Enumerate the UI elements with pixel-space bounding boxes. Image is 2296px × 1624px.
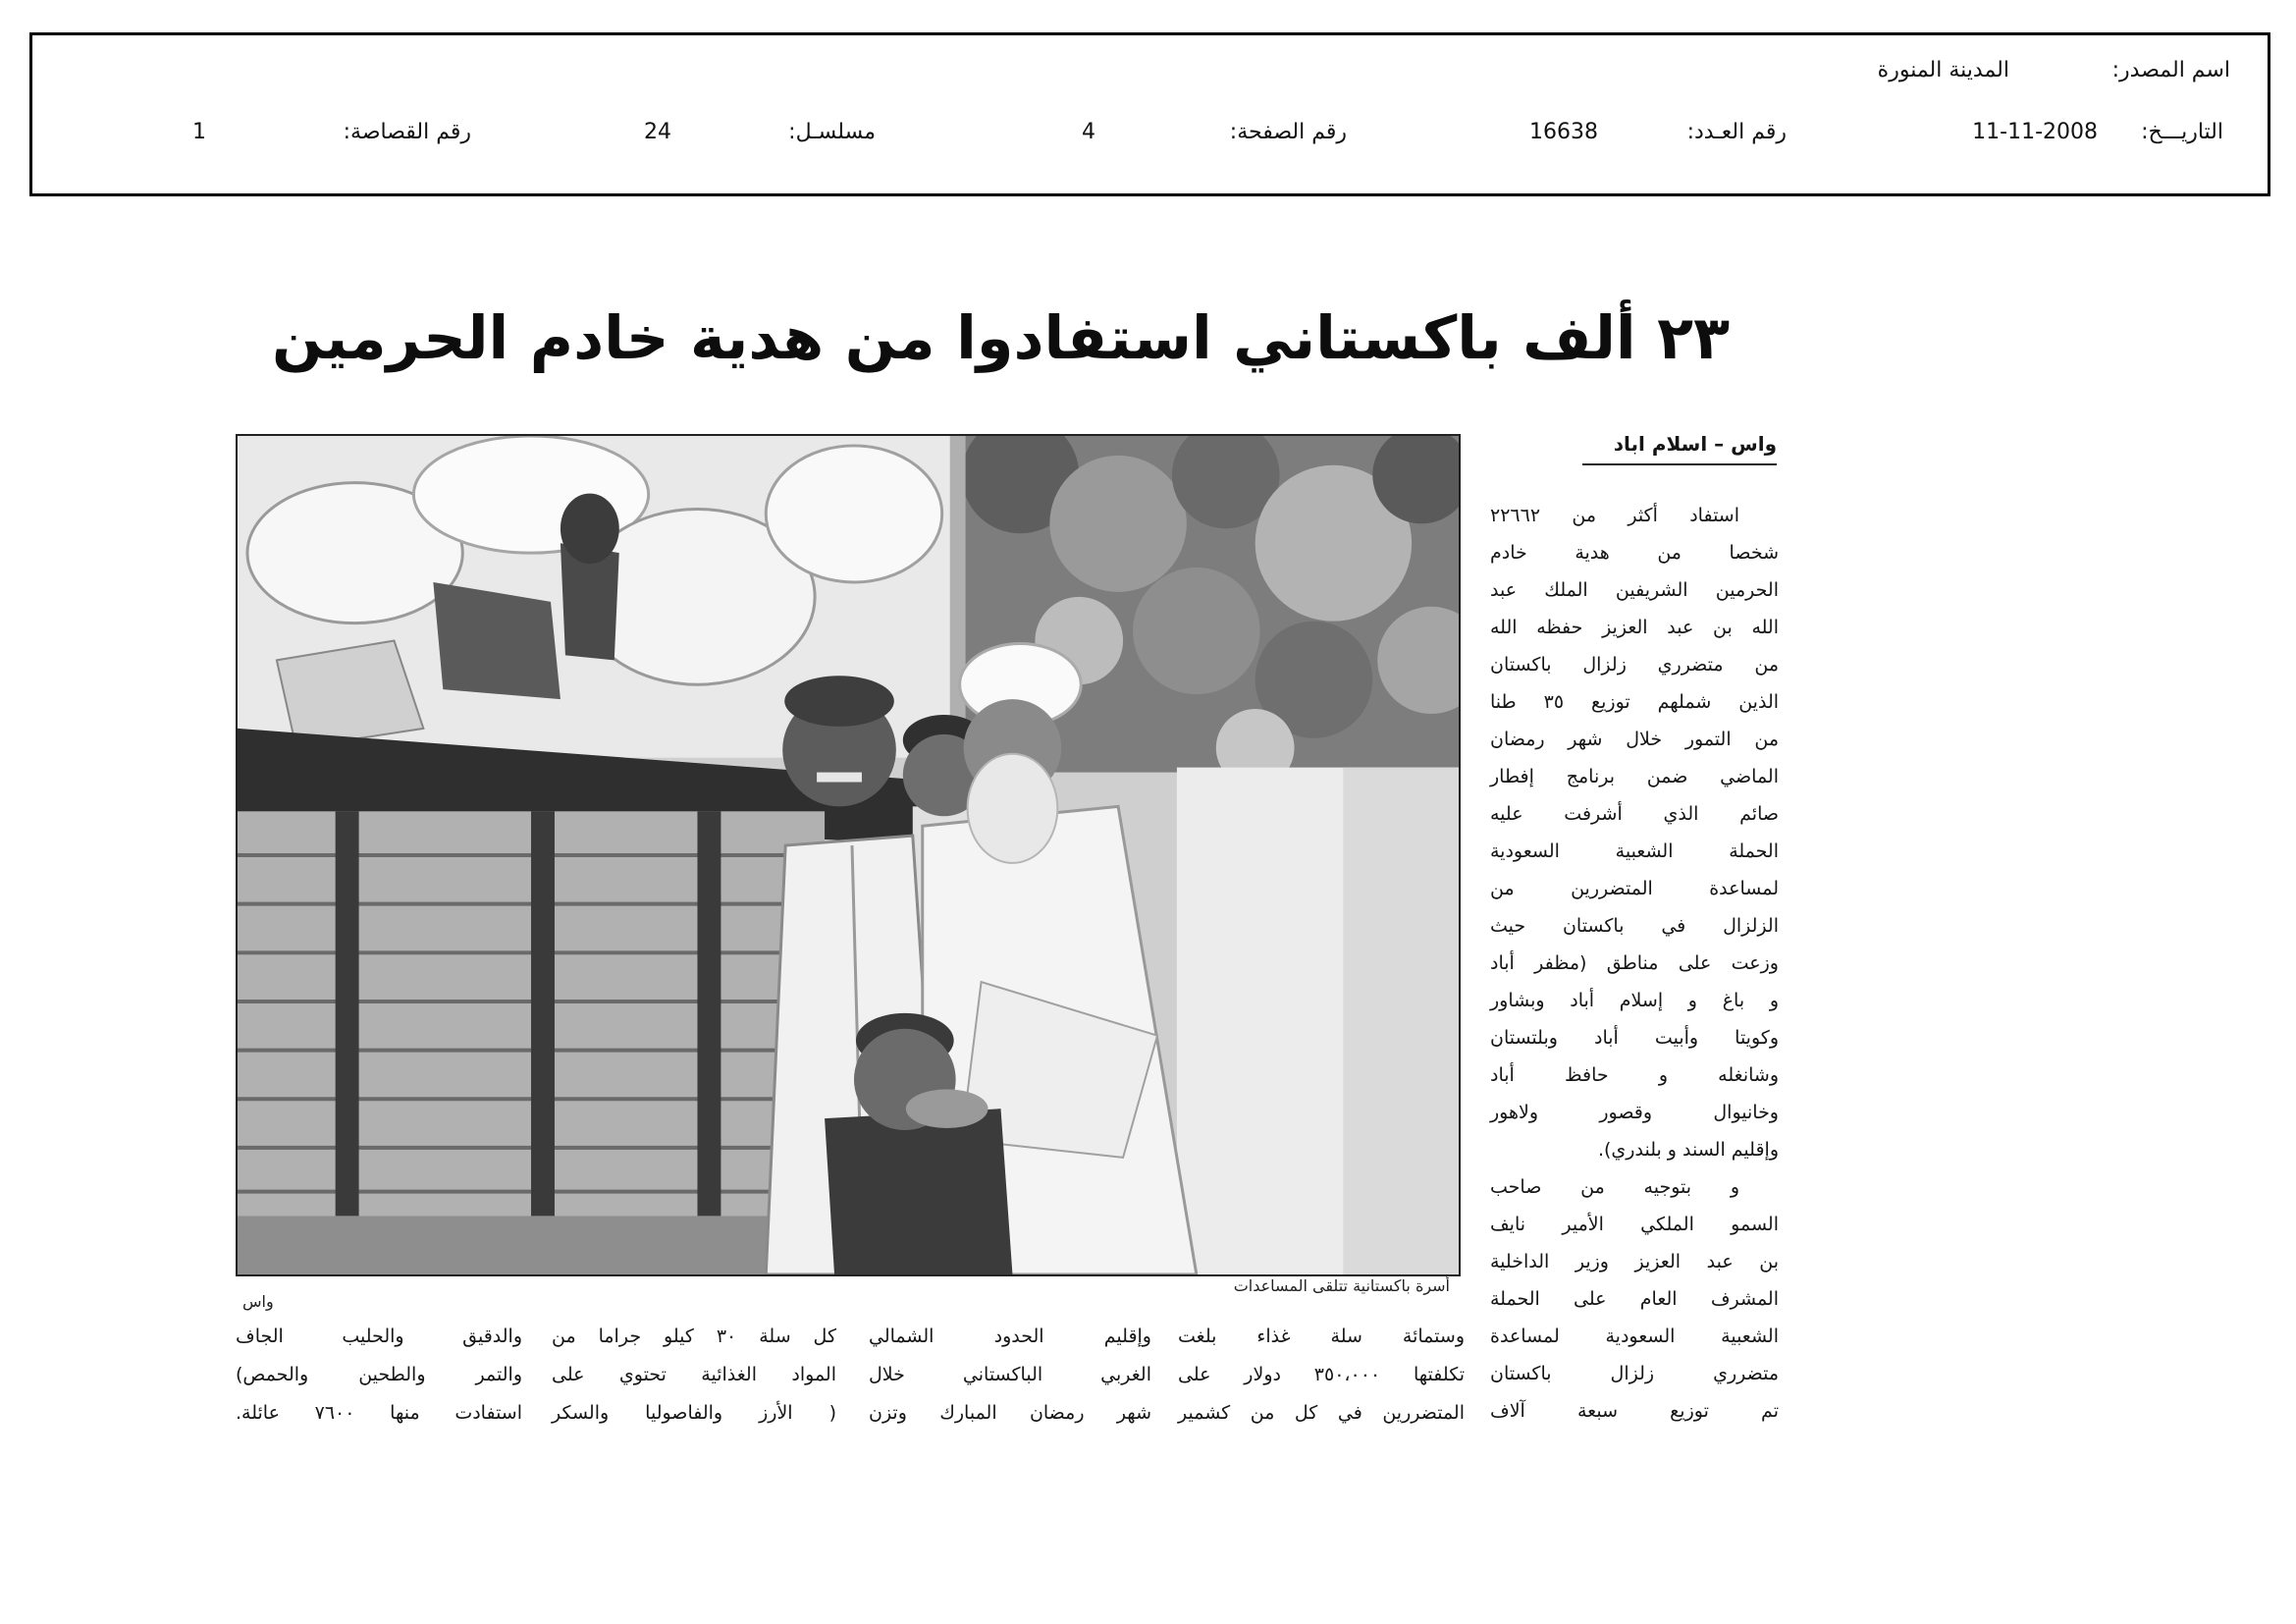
article-line: تم توزيع سبعة آلاف [1490, 1400, 1779, 1422]
article-line: شخصا من هدية خادم [1490, 542, 1779, 564]
serial-value: 24 [644, 120, 671, 144]
serial-label: مسلسـل: [788, 120, 876, 144]
article-line: متضرري زلزال باكستان [1490, 1363, 1779, 1384]
article-line: وكويتا وأبيت أباد وبلتستان [1490, 1027, 1779, 1049]
article-line: من متضرري زلزال باكستان [1490, 654, 1779, 676]
article-line: الحرمين الشريفين الملك عبد [1490, 579, 1779, 601]
article-bottom-column-1 [1178, 1318, 1465, 1433]
article-line: صائم الذي أشرفت عليه [1490, 803, 1779, 825]
article-line: الزلزال في باكستان حيث [1490, 915, 1779, 937]
article-line: والدقيق والحليب الجاف [236, 1326, 522, 1347]
article-line: لمساعدة المتضررين من [1490, 878, 1779, 899]
date-value: 11-11-2008 [1972, 120, 2098, 144]
article-line: استفاد أكثر من ٢٢٦٦٢ [1490, 505, 1739, 526]
article-line: المواد الغذائية تحتوي على [552, 1364, 836, 1385]
article-bottom-column-3 [552, 1318, 836, 1433]
source-label: اسم المصدر: [2111, 58, 2230, 82]
news-photo [236, 434, 1461, 1276]
article-line: و بتوجيه من صاحب [1490, 1176, 1739, 1198]
clip-value: 1 [192, 120, 206, 144]
photo-caption: أسرة باكستانية تتلقى المساعدات [1233, 1276, 1450, 1295]
source-value: المدينة المنورة [1877, 58, 2009, 82]
article-line: المشرف العام على الحملة [1490, 1288, 1779, 1310]
article-line: الماضي ضمن برنامج إفطار [1490, 766, 1779, 787]
photo-credit: واس [242, 1292, 274, 1311]
article-bottom-column-2 [869, 1318, 1151, 1433]
article-line: بن عبد العزيز وزير الداخلية [1490, 1251, 1779, 1272]
article-line: الشعبية السعودية لمساعدة [1490, 1326, 1779, 1347]
date-label: التاريـــخ: [2141, 120, 2223, 144]
article-line: من التمور خلال شهر رمضان [1490, 729, 1779, 750]
page-label: رقم الصفحة: [1229, 120, 1347, 144]
article-line: وخانيوال وقصور ولاهور [1490, 1102, 1779, 1123]
news-photo-image [238, 436, 1459, 1274]
article-line: الحملة الشعبية السعودية [1490, 840, 1779, 862]
article-byline: واس – اسلام اباد [1582, 424, 1777, 465]
article-line: المتضررين في كل من كشمير [1178, 1402, 1465, 1424]
article-line: و باغ و إسلام أباد وبشاور [1490, 990, 1779, 1011]
article-line: السمو الملكي الأمير نايف [1490, 1214, 1779, 1235]
article-line: والتمر والطحين والحمص) [236, 1364, 522, 1385]
article-line: كل سلة ٣٠ كيلو جراما من [552, 1326, 836, 1347]
article-line: ( الأرز والفاصوليا والسكر [552, 1402, 836, 1424]
issue-value: 16638 [1529, 120, 1598, 144]
article-line: وإقليم الحدود الشمالي [869, 1326, 1151, 1347]
article-headline: ٢٣ ألف باكستاني استفادوا من هدية خادم الحرمين [272, 304, 1730, 373]
article-line: وإقليم السند و بلندري). [1597, 1139, 1779, 1161]
issue-label: رقم العـدد: [1686, 120, 1787, 144]
article-line: استفادت منها ٧٦٠٠ عائلة. [236, 1402, 522, 1424]
article-line: شهر رمضان المبارك وتزن [869, 1402, 1151, 1424]
article-line: وستمائة سلة غذاء بلغت [1178, 1326, 1465, 1347]
article-bottom-column-4 [236, 1318, 522, 1433]
clip-label: رقم القصاصة: [343, 120, 471, 144]
article-line: تكلفتها ٣٥٠،٠٠٠ دولار على [1178, 1364, 1465, 1385]
article-line: الغربي الباكستاني خلال [869, 1364, 1151, 1385]
article-line: وزعت على مناطق (مظفر أباد [1490, 952, 1779, 974]
article-line: الله بن عبد العزيز حفظه الله [1490, 617, 1779, 638]
article-line: وشانغله و حافظ أباد [1490, 1064, 1779, 1086]
article-body-column [1490, 497, 1779, 1430]
article-line: الذين شملهم توزيع ٣٥ طنا [1490, 691, 1780, 713]
page-value: 4 [1082, 120, 1095, 144]
